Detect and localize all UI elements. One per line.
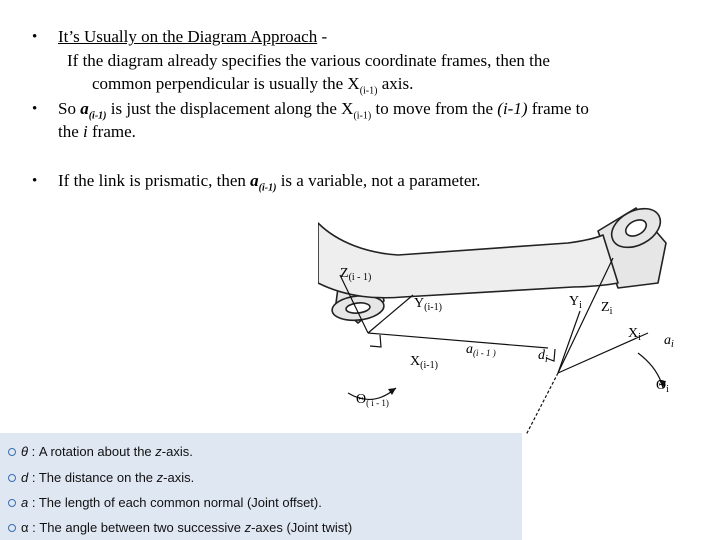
legend-row-theta: θ : A rotation about the z-axis. <box>8 444 193 459</box>
circle-bullet-icon <box>8 448 16 456</box>
axis-x-prev <box>368 333 548 348</box>
bullet-1-line3: common perpendicular is usually the $X_{(i-1)}$ axis. <box>92 74 414 97</box>
circle-bullet-icon <box>8 499 16 507</box>
link-body <box>318 223 618 298</box>
theta-prev-arrowhead <box>388 388 396 395</box>
bullet-3: • If the link is prismatic, then $a_{(i-1)}$ is a variable, not a parameter. <box>32 171 481 194</box>
label-theta-prev: $\Theta_{( i - 1)}$ <box>356 392 389 408</box>
label-y-prev: $Y_{(i-1)}$ <box>414 296 442 313</box>
label-a-prev: $a_{(i - 1 )}$ <box>466 342 496 358</box>
label-a-i: $a_i$ <box>664 333 674 350</box>
axis-extension-i <box>526 373 558 435</box>
bullet-dot: • <box>32 29 38 45</box>
legend-row-d: d : The distance on the z-axis. <box>8 470 194 485</box>
label-x-prev: $X_{(i-1)}$ <box>410 354 438 371</box>
label-z-i: $Z_i$ <box>601 300 613 317</box>
legend-row-a: a : The length of each common normal (Joint offset). <box>8 495 322 510</box>
circle-bullet-icon <box>8 474 16 482</box>
label-x-i: $X_i$ <box>628 326 641 343</box>
dh-parameter-legend <box>0 433 522 540</box>
label-y-i: $Y_i$ <box>569 294 582 311</box>
bullet-2: • So $a_{(i-1)}$ is just the displacement along the $X_{(i-1)}$ to move from the (i-1) frame to <box>32 99 589 122</box>
bullet-1-line2: If the diagram already specifies the various coordinate frames, then the <box>67 51 550 70</box>
bullet-1: • It’s Usually on the Diagram Approach - <box>32 27 328 46</box>
perpendicular-mark-prev <box>370 335 381 347</box>
circle-bullet-icon <box>8 524 16 532</box>
bullet-2-line2: the i frame. <box>58 122 136 141</box>
label-d-i: $d_i$ <box>538 348 548 365</box>
legend-row-alpha: α : The angle between two successive z-axes (Joint twist) <box>8 520 352 535</box>
bullet-dot: • <box>32 173 38 189</box>
link-frames-diagram <box>318 183 700 435</box>
bullet-1-title: It’s Usually on the Diagram Approach <box>58 27 318 46</box>
label-theta-i: $\Theta_i$ <box>656 378 669 395</box>
label-z-prev: $Z_{(i - 1)}$ <box>340 266 372 283</box>
axis-y-i <box>558 311 580 373</box>
bullet-dot: • <box>32 101 38 117</box>
